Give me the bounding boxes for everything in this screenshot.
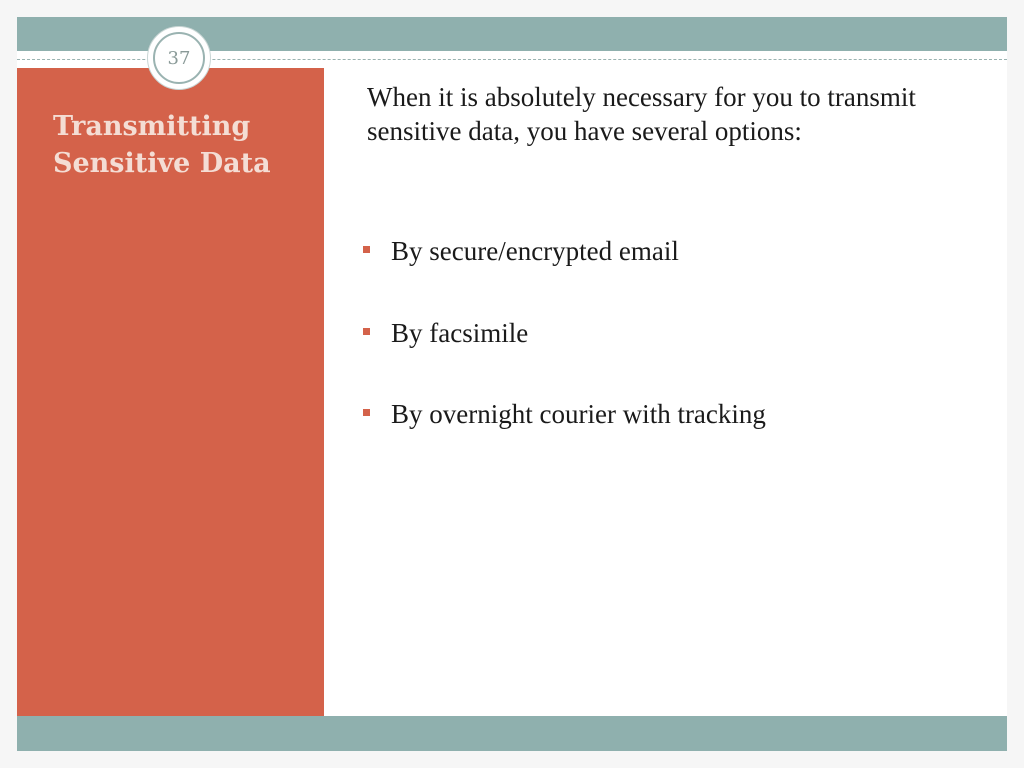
square-bullet-icon (363, 409, 370, 416)
list-item (361, 394, 961, 476)
square-bullet-icon (363, 246, 370, 253)
intro-text: When it is absolutely necessary for you to transmit sensitive data, you have several options: (367, 82, 916, 146)
slide-title-line-2: Sensitive Data (53, 148, 271, 179)
footer-band (17, 716, 1007, 751)
list-item (361, 231, 961, 313)
slide-title (53, 108, 313, 182)
slide-title-line-1: Transmitting (53, 111, 251, 142)
slide-number: 37 (153, 32, 205, 84)
bullet-text: By overnight courier with tracking (391, 399, 766, 429)
slide-number-badge (147, 26, 211, 90)
list-item (361, 313, 961, 395)
bullet-text: By facsimile (391, 317, 529, 348)
bullet-list (361, 231, 961, 476)
slide (17, 17, 1007, 751)
square-bullet-icon (363, 328, 370, 335)
bullet-text: By secure/encrypted email (391, 236, 679, 266)
